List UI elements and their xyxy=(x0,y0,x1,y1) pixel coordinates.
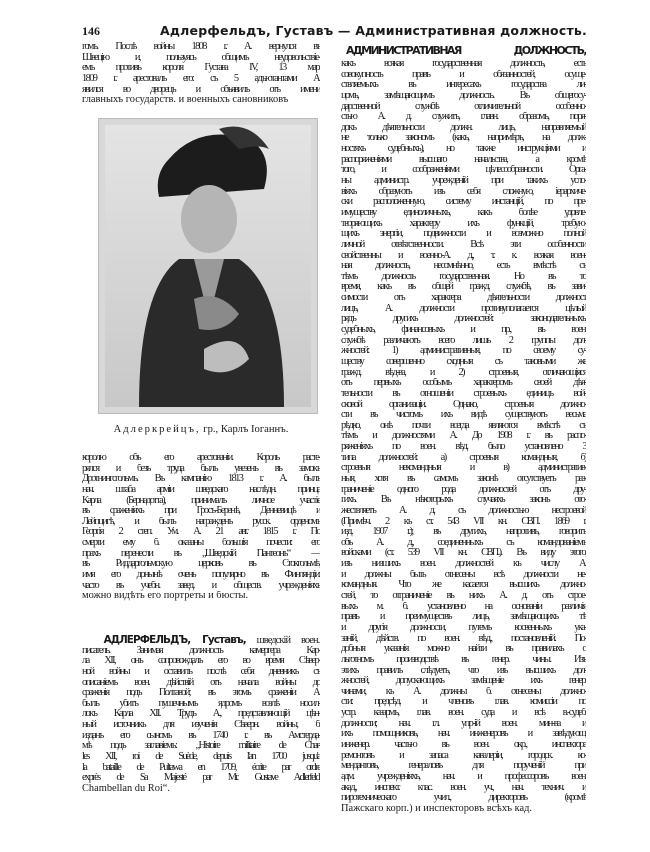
text-line xyxy=(341,485,586,496)
text-line-content: Chambellan du Roi“. xyxy=(82,783,171,794)
text-line xyxy=(341,187,586,198)
text-line-content: граниченіе одного рода должностей отъ дру- xyxy=(341,484,586,495)
text-line xyxy=(341,538,586,549)
text-line-content: королю объ его арестованіи. Король расте- xyxy=(82,453,320,463)
text-line xyxy=(341,602,586,613)
caption-name: Адлеркрейцъ, xyxy=(113,424,201,435)
text-line xyxy=(341,314,586,325)
text-line-content: въ сраженіяхъ при Гросъ-Беренѣ, Денневицѣ и xyxy=(82,506,320,517)
text-line-content: пиротехническаго учил., директоровъ (кромѣ xyxy=(341,793,586,804)
page-number: 146 xyxy=(82,24,100,38)
entry-first-line xyxy=(82,635,320,646)
text-line xyxy=(341,176,586,187)
text-line-content: писатель. Занимая должность камергера Кар- xyxy=(82,645,320,656)
text-line xyxy=(341,293,586,304)
text-line-content: не только закономъ (какъ, напримѣръ, на долж- xyxy=(341,133,586,144)
text-line-content: рядъ другихъ должностей: законодательныхъ, xyxy=(341,314,586,325)
portrait-engraving xyxy=(98,118,318,414)
text-line xyxy=(82,63,320,74)
text-line xyxy=(341,591,586,602)
text-line xyxy=(341,251,586,262)
text-line-content: въ Риддаргольмскую церковь въ Стокгольмѣ; xyxy=(82,559,320,570)
text-line-content: какъ всякая государственная должность, есть xyxy=(341,59,586,69)
text-line xyxy=(341,70,586,81)
text-line-content: и другія должности, путемъ косвенныхъ ука- xyxy=(341,622,586,633)
text-line xyxy=(82,678,320,689)
text-line xyxy=(82,773,320,784)
text-line xyxy=(82,53,320,64)
text-line-content: выхъ м. б. установлено на основаніи различія xyxy=(341,601,586,612)
text-line-content: ски расположенную, систему инстанцій, по пре- xyxy=(341,197,586,208)
text-line-content: адм. учрежденіяхъ, нач. и профессоровъ воен. xyxy=(341,771,586,782)
text-line xyxy=(82,688,320,699)
text-line-content: ной войны и оставилъ послѣ себя дневникъ съ xyxy=(82,666,320,677)
text-line xyxy=(341,463,586,474)
text-line xyxy=(82,74,320,85)
text-line-content: цомъ, замѣщающимъ должность. Въ общегосу- xyxy=(341,90,586,101)
text-line-content: тѣмъ должность государственная. Но въ то xyxy=(341,271,586,282)
text-line-content: добныя указанія можно найти въ правилахъ о xyxy=(341,644,586,655)
text-line xyxy=(341,729,586,740)
text-line-content: la bataille de Pultawa en 1709, écrite par ordre xyxy=(82,762,320,773)
text-line xyxy=(82,496,320,507)
text-line-content: время, какъ въ общей гражд. службѣ, въ зави- xyxy=(341,282,586,293)
text-line xyxy=(341,59,586,70)
text-line-content: прахъ перенесли въ „Шведскій Пантеонъ“ — xyxy=(82,548,320,559)
text-line-content: распоряженіями высшаго начальства, а кромѣ xyxy=(341,154,586,165)
text-line-content: стей, то отграниченіе въ нихъ А. д. отъ строе- xyxy=(341,591,586,602)
text-line-content: строевыя некомандныя и в) административ- xyxy=(341,463,586,474)
text-line xyxy=(82,784,320,795)
text-line-content: ный источникъ для изученія Сѣверн. войны, б. xyxy=(82,720,320,731)
text-line xyxy=(341,368,586,379)
portrait-figure-icon xyxy=(99,119,317,413)
text-line-content: дарственной службѣ отличительной особенно- xyxy=(341,101,586,112)
text-line-content: Швецію и, пользуясь общимъ неудовольствіе- xyxy=(82,52,320,63)
text-line-content: лицъ, А. должности противуполагается цѣлый xyxy=(341,303,586,314)
text-line-content: ряженіяхъ по воен. вѣд. было установлено 3 xyxy=(341,442,586,453)
text-line xyxy=(82,591,320,602)
text-line xyxy=(82,570,320,581)
text-line xyxy=(82,656,320,667)
text-line-content: часто въ учебн. завед. и обществ. учрежденіяхъ xyxy=(82,580,320,591)
text-line-content: творяющихъ характеру ихъ функцій, требую- xyxy=(341,218,586,229)
text-line xyxy=(82,646,320,657)
text-line xyxy=(341,240,586,251)
text-line-content: Карла (Бернадотта), принималъ личное участіе xyxy=(82,495,320,506)
text-line xyxy=(82,731,320,742)
text-line xyxy=(341,282,586,293)
text-line xyxy=(341,91,586,102)
text-line-content: совокупность правъ и обязанностей, осуще- xyxy=(341,69,586,80)
text-line xyxy=(341,219,586,230)
text-line xyxy=(82,741,320,752)
text-line xyxy=(82,699,320,710)
text-line-content: явился во дворецъ и объявилъ отъ имени xyxy=(82,84,320,95)
text-line xyxy=(341,304,586,315)
text-line-content: les XII, roi de Suède, depuis l'an 1700 jusqu'a xyxy=(82,752,320,763)
text-line-content: 1809 г. арестовалъ его: съ 5 адъютантами А. xyxy=(82,73,320,84)
text-line xyxy=(341,697,586,708)
text-line xyxy=(341,102,586,113)
text-line xyxy=(341,623,586,634)
entry-headword: АДЛЕРФЕЛЬДЪ, Густавъ, xyxy=(103,635,246,646)
text-line xyxy=(82,42,320,53)
text-line xyxy=(341,325,586,336)
text-line-content: exprès de Sa Majesté par Mr. Gustave Adlerfeld, xyxy=(82,773,320,784)
text-line-content: мѣ подъ заглавіемъ: „Histoire militaire de Char- xyxy=(82,741,320,752)
portrait-caption xyxy=(82,424,320,435)
text-line xyxy=(341,165,586,176)
text-line-content: симости отъ характера дѣятельности должност. xyxy=(341,293,586,304)
text-line-content: смерти ему б. оказаны большія почести: его xyxy=(82,538,320,549)
text-line xyxy=(341,655,586,666)
text-line-content: ствляемыхъ въ интересахъ государства ли- xyxy=(341,80,586,91)
admin-entry-headword xyxy=(346,44,586,57)
text-line xyxy=(341,793,586,804)
text-line xyxy=(341,389,586,400)
text-line-content: щихъ энергіи, подвижности и возможно полной xyxy=(341,229,586,240)
left-column-top-text xyxy=(82,42,320,106)
text-line xyxy=(341,378,586,389)
text-line xyxy=(341,761,586,772)
text-line-content: ны администр. учрежденій при такихъ усло- xyxy=(341,176,586,187)
text-line-content: имуществу единоличныхъ, какъ болѣе удовле- xyxy=(341,207,586,218)
text-line xyxy=(82,474,320,485)
text-line-content: описаніемъ воен. дѣйствій отъ начала войны до xyxy=(82,677,320,688)
text-line xyxy=(341,421,586,432)
text-line-content: былъ убитъ пушечнымъ ядромъ возлѣ носил- xyxy=(82,698,320,709)
left-column-mid-text xyxy=(82,453,320,602)
text-line xyxy=(82,453,320,464)
admin-entry-headword-text: АДМИНИСТРАТИВНАЯ ДОЛЖНОСТЬ, xyxy=(346,44,586,57)
text-line-content: устр. казармъ, глав. воен. суда и всѣ в.-судеб. xyxy=(341,708,586,719)
text-line-content: рѣдко, онѣ почти всегда являются вмѣстѣ съ xyxy=(341,420,586,431)
text-line-content: жностей: 1) административныя, по своему су- xyxy=(341,346,586,357)
text-line-content: командныя. Что же касается высшихъ должно- xyxy=(341,580,586,591)
text-line xyxy=(341,442,586,453)
text-line-content: локъ Карла XII. Трудъ А., представляющій цѣн- xyxy=(82,709,320,720)
text-line-content: нач. штаба арміи шведскаго наслѣдн. принца xyxy=(82,484,320,495)
text-line-content: имя его донынѣ очень популярно въ Финляндіи: xyxy=(82,570,320,581)
text-line xyxy=(341,612,586,623)
text-line xyxy=(341,559,586,570)
text-line xyxy=(82,559,320,570)
text-line-content: свойственны и военно-А. д., т. к. всякая воен- xyxy=(341,250,586,261)
text-line-content: чинами, къ А. должны б. отнесены должно- xyxy=(341,686,586,697)
text-line xyxy=(82,549,320,560)
text-line xyxy=(341,676,586,687)
text-line xyxy=(341,261,586,272)
text-line xyxy=(341,410,586,421)
caption-rest: гр., Карлъ Іоганнъ. xyxy=(200,424,289,435)
text-line xyxy=(82,506,320,517)
text-line xyxy=(82,538,320,549)
text-line-content: изъ низшихъ воен. должностей къ числу А. xyxy=(341,559,586,570)
text-line xyxy=(341,400,586,411)
text-line-content: этихъ правилъ слѣдуетъ, что изъ высшихъ дол- xyxy=(341,665,586,676)
text-line-content: тельности въ отношеніи строевыхъ единицъ вой- xyxy=(341,388,586,399)
text-line xyxy=(341,719,586,730)
text-line xyxy=(341,708,586,719)
text-line-content: гражд. вѣд-ва, и 2) строевыя, отличающіяся xyxy=(341,367,586,378)
text-line-content: главныхъ государств. и военныхъ сановниковъ xyxy=(82,95,289,106)
entry-first-line-rest: шведскій воен. xyxy=(245,635,320,646)
text-line xyxy=(82,95,320,106)
text-line xyxy=(341,123,586,134)
text-line xyxy=(82,709,320,720)
text-line-content: Георгія 2 степ. Ум. А. 21 авг. 1815 г. По xyxy=(82,527,320,538)
text-line-content: ностяхъ судебныхъ), но также инструкціями и xyxy=(341,144,586,155)
text-line-content: рялся и безъ труда былъ увезенъ въ замокъ xyxy=(82,463,320,474)
text-line-content: ныя, хотя въ самомъ законѣ отсутствуетъ раз- xyxy=(341,473,586,484)
text-line xyxy=(341,272,586,283)
text-line-content: личной отвѣтственности. Всѣ эти особенности xyxy=(341,239,586,250)
text-line-content: службѣ различаютъ всего лишь 2 группы дол- xyxy=(341,335,586,346)
text-line xyxy=(341,772,586,783)
text-line-content: стью А. д. служитъ, главн. образомъ, поря- xyxy=(341,112,586,123)
text-line-content: Дротнингсгольмъ. Въ кампанію 1813 г. А. былъ xyxy=(82,474,320,485)
text-line-content: гомъ. Послѣ войны 1808 г. А. вернулся въ xyxy=(82,42,320,52)
text-line xyxy=(82,517,320,528)
text-line-content: тѣмъ и должностями А. До 1908 г. въ распо- xyxy=(341,431,586,442)
text-line xyxy=(341,495,586,506)
text-line xyxy=(341,144,586,155)
text-line-content: войсками (ст. 539 VII кн. СВП.). Въ виду этого, xyxy=(341,548,586,559)
text-line-content: жествляетъ А. д. съ должностью нестроевой xyxy=(341,505,586,516)
text-line xyxy=(82,581,320,592)
text-line xyxy=(341,580,586,591)
text-line xyxy=(341,155,586,166)
text-line-content: жностей, допускающихъ замѣщеніе ихъ генер. xyxy=(341,676,586,687)
text-line xyxy=(341,474,586,485)
text-line xyxy=(341,208,586,219)
text-line-content: инженер. частью въ воен. окр., инспектора xyxy=(341,740,586,750)
text-line-content: изд. 1907 г.); въ другихъ, напротивъ, говоритъ xyxy=(341,527,586,538)
text-line-content: сковой организаціи. Однако, строевыя должно- xyxy=(341,399,586,410)
text-line-content: льготномъ производствѣ въ генер. чины. Изъ xyxy=(341,654,586,665)
text-line-content: акад., инспект. клас. воен. уч., нач. технич. и xyxy=(341,782,586,793)
text-line xyxy=(341,740,586,751)
text-line-content: правъ и преимуществъ лицъ, замѣщающихъ тѣ xyxy=(341,612,586,623)
text-line xyxy=(82,720,320,731)
text-line xyxy=(341,666,586,677)
text-line-content: ная должность, несомнѣнно, есть вмѣстѣ съ xyxy=(341,261,586,272)
adlerfeld-entry xyxy=(82,635,320,795)
text-line-content: типа должностей: а) строевыя командныя, б) xyxy=(341,452,586,463)
text-line xyxy=(82,485,320,496)
text-line xyxy=(341,133,586,144)
text-line-content: можно видѣть его портреты и бюсты. xyxy=(82,591,249,602)
text-line xyxy=(82,464,320,475)
text-line xyxy=(341,197,586,208)
text-line xyxy=(341,783,586,794)
text-line-content: ществу совершенно сходныя съ таковыми же xyxy=(341,356,586,367)
entry-first-line-inner xyxy=(82,635,319,646)
text-line-content: гихъ. Въ нѣкоторыхъ случаяхъ законъ ото- xyxy=(341,495,586,506)
text-line xyxy=(341,336,586,347)
text-line-content: ла XII, онъ сопровождалъ его во время Сѣвер- xyxy=(82,656,320,667)
text-line xyxy=(82,667,320,678)
admin-entry-text xyxy=(341,59,586,814)
text-line-content: (Примѣч. 2 къ ст. 543 VII кн. СВП. 1869 г. xyxy=(341,516,586,527)
text-line-content: объ А. д., соединенныхъ съ командованіемъ xyxy=(341,537,586,548)
text-line xyxy=(341,506,586,517)
text-line xyxy=(341,751,586,762)
text-line xyxy=(341,112,586,123)
text-line-content: мендантовъ, генераловъ для порученій при xyxy=(341,761,586,772)
text-line xyxy=(341,80,586,91)
text-line-content: и должны быть отнесены всѣ должности не- xyxy=(341,569,586,580)
text-line-content: заній, дѣйств. по воен. вѣд., постановленій. По- xyxy=(341,633,586,644)
text-line xyxy=(341,346,586,357)
text-line xyxy=(341,229,586,240)
text-line-content: ремонтовъ и запаса кавалеріи, городск. ко- xyxy=(341,750,586,761)
text-line-content: изданъ его сыномъ въ 1740 г. въ Амстерда- xyxy=(82,730,320,741)
text-line-content: Пажскаго корп.) и инспекторовъ всѣхъ кад. xyxy=(341,803,532,814)
text-line-content: того, и соображеніями цѣлесообразности. Орга- xyxy=(341,165,586,176)
text-line-content: отъ первыхъ особымъ характеромъ своей дѣя- xyxy=(341,378,586,389)
text-line-content: Лейпцигѣ, и былъ награжденъ русск. орденомъ xyxy=(82,516,320,527)
text-line xyxy=(341,357,586,368)
text-line-content: должности; нач. гл. упр-ій воен. мин-ва и xyxy=(341,718,586,729)
text-line-content: сти въ чистомъ ихъ видѣ существуютъ весьма xyxy=(341,410,586,421)
running-title: Адлерфельдъ, Густавъ — Административная должность. xyxy=(160,23,587,38)
text-line-content: докъ дѣятельности должн. лицъ, направляемый xyxy=(341,122,586,133)
text-line xyxy=(341,687,586,698)
text-line xyxy=(341,570,586,581)
text-line-content: ихъ помощниковъ, нач. инженеровъ и завѣдующ. xyxy=(341,729,586,740)
text-line xyxy=(341,431,586,442)
text-line-content: емъ противъ короля Густава IV, 13 мар. xyxy=(82,63,320,74)
text-line xyxy=(82,85,320,96)
text-line-content: судебныхъ, финансовыхъ и пр., въ воен. xyxy=(341,325,586,336)
text-line xyxy=(341,644,586,655)
text-line xyxy=(341,634,586,645)
text-line xyxy=(341,527,586,538)
text-line xyxy=(341,548,586,559)
text-line xyxy=(341,517,586,528)
text-line xyxy=(82,527,320,538)
text-line-content: віяхъ образуютъ изъ себя сложную, іерархиче- xyxy=(341,186,586,197)
text-line xyxy=(341,453,586,464)
text-line xyxy=(82,763,320,774)
text-line xyxy=(341,804,586,815)
text-line-content: сраженія подъ Полтавой; въ этомъ сраженіи А. xyxy=(82,688,320,699)
text-line xyxy=(82,752,320,763)
text-line-content: сти: предсѣд. и членовъ глав. комиссіи по xyxy=(341,697,586,708)
